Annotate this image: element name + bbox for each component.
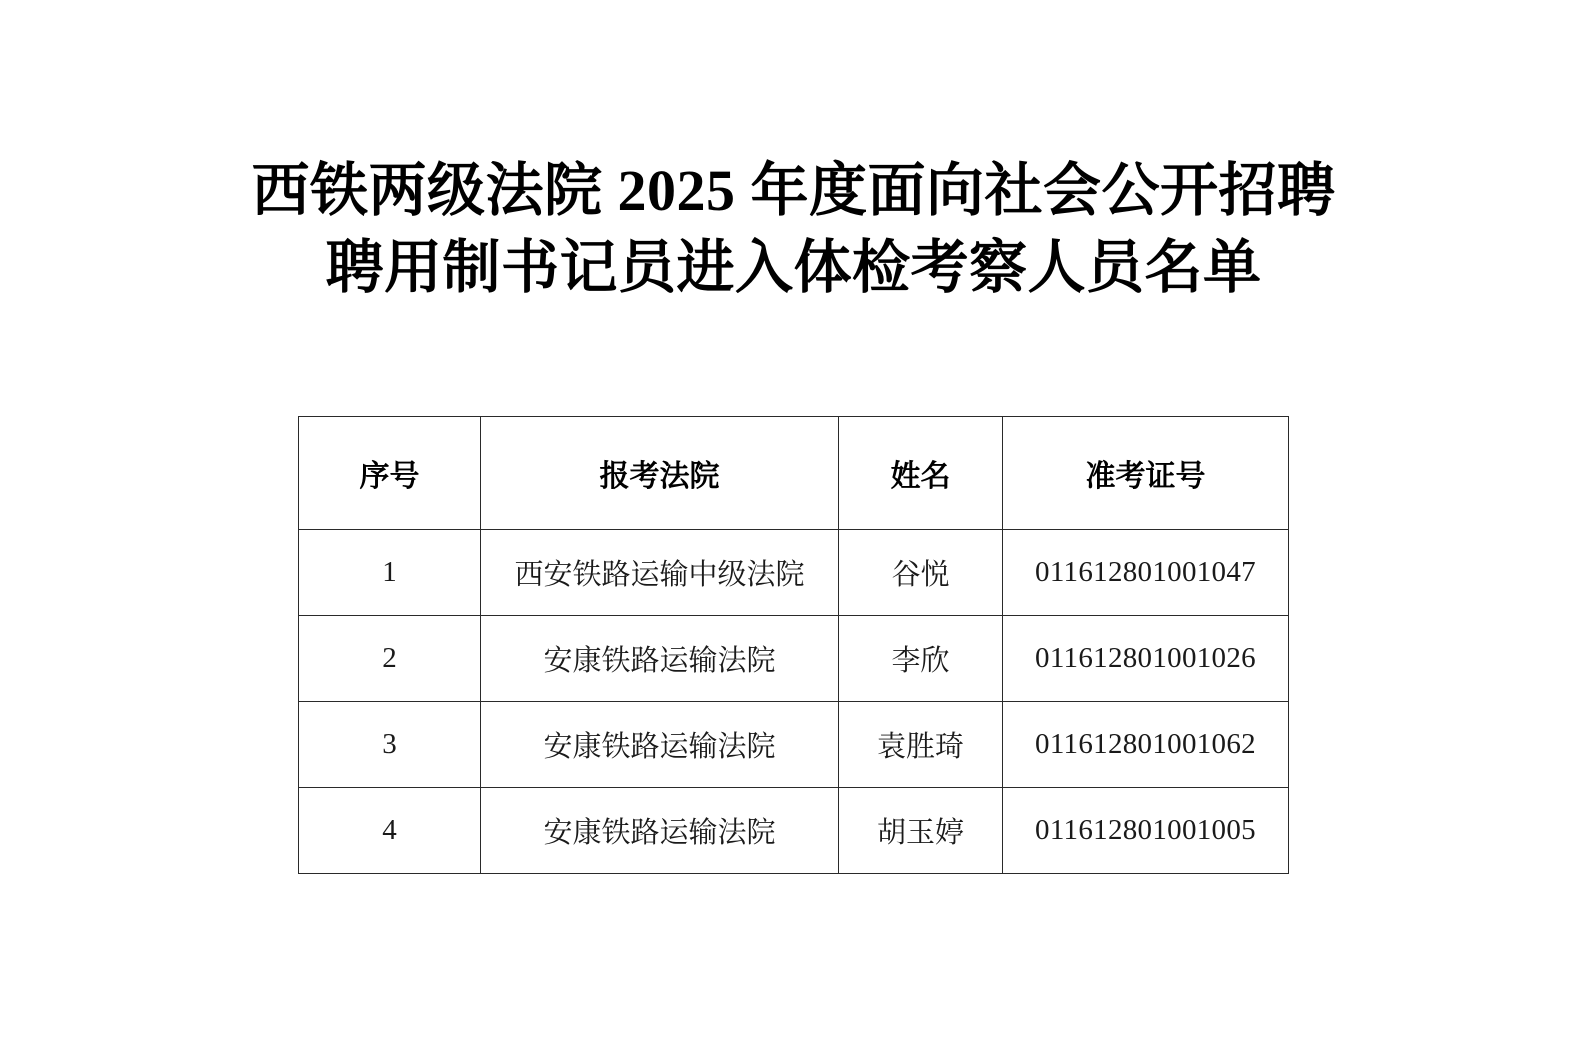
cell-index: 2 [299, 616, 481, 702]
page-title-line-1: 西铁两级法院 2025 年度面向社会公开招聘 [251, 158, 1336, 223]
table-header-row [299, 417, 1289, 530]
column-header-name: 姓名 [839, 417, 1003, 530]
cell-index: 1 [299, 530, 481, 616]
cell-court: 安康铁路运输法院 [481, 616, 839, 702]
cell-name: 谷悦 [839, 530, 1003, 616]
page-title-line-2: 聘用制书记员进入体检考察人员名单 [325, 235, 1262, 301]
cell-index: 4 [299, 788, 481, 874]
cell-ticket: 011612801001026 [1003, 616, 1289, 702]
cell-ticket: 011612801001062 [1003, 702, 1289, 788]
column-header-court: 报考法院 [481, 417, 839, 530]
table-row [299, 616, 1289, 702]
cell-court: 西安铁路运输中级法院 [481, 530, 839, 616]
cell-court: 安康铁路运输法院 [481, 702, 839, 788]
cell-name: 胡玉婷 [839, 788, 1003, 874]
column-header-index: 序号 [299, 417, 481, 530]
table-row [299, 788, 1289, 874]
table-header [299, 417, 1289, 530]
roster-table [298, 416, 1289, 874]
table-row [299, 530, 1289, 616]
table-row [299, 702, 1289, 788]
cell-ticket: 011612801001005 [1003, 788, 1289, 874]
cell-name: 袁胜琦 [839, 702, 1003, 788]
cell-name: 李欣 [839, 616, 1003, 702]
roster-table-container [0, 416, 1587, 874]
cell-index: 3 [299, 702, 481, 788]
page-title [0, 0, 1587, 306]
cell-ticket: 011612801001047 [1003, 530, 1289, 616]
column-header-ticket: 准考证号 [1003, 417, 1289, 530]
table-body [299, 530, 1289, 874]
cell-court: 安康铁路运输法院 [481, 788, 839, 874]
